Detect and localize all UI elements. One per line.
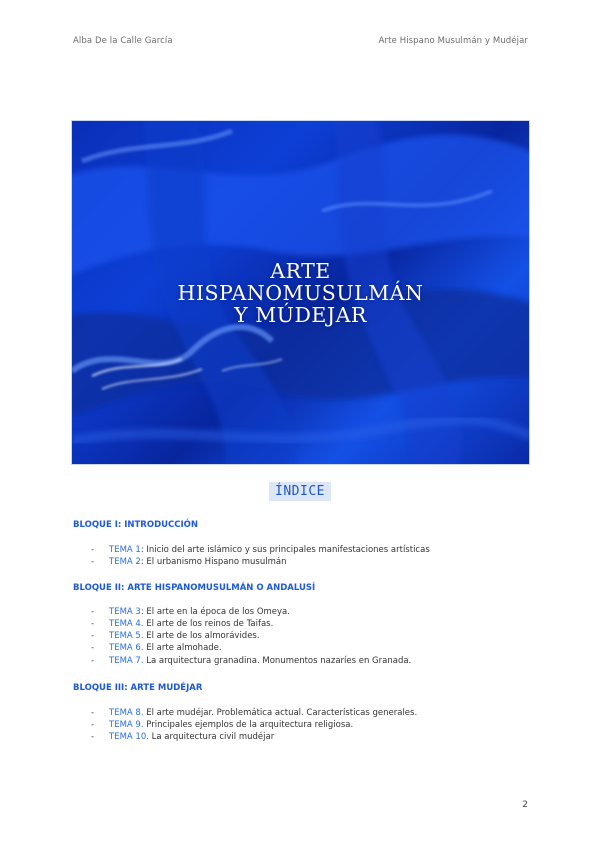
list-item <box>91 720 353 730</box>
cover-title-line-3: Y MÚDEJAR <box>234 303 367 327</box>
cover-title-line-2: HISPANOMUSULMÁN <box>177 281 424 305</box>
list-item <box>91 708 417 718</box>
topic-tag: TEMA 5. <box>109 631 144 641</box>
cover-title-line-1: ARTE <box>270 259 331 283</box>
topic-tag: TEMA 10. <box>109 732 149 742</box>
bullet-dash: - <box>91 557 95 567</box>
list-item <box>91 545 430 555</box>
topic-tag: TEMA 1 <box>109 545 141 555</box>
topic-text: : El urbanismo Hispano musulmán <box>140 557 287 567</box>
block-title: BLOQUE III: ARTE MUDÉJAR <box>73 683 203 693</box>
list-item <box>91 557 286 567</box>
topic-text: El arte de los almorávides. <box>143 631 260 641</box>
bullet-dash: - <box>91 631 95 641</box>
topic-text: La arquitectura granadina. Monumentos nazaríes en Granada. <box>143 656 412 666</box>
list-item <box>91 619 273 629</box>
index-heading <box>0 482 600 501</box>
topic-text: : Inicio del arte islámico y sus principales manifestaciones artísticas <box>140 545 430 555</box>
bullet-dash: - <box>91 656 95 666</box>
list-item <box>91 732 274 742</box>
list-item <box>91 643 222 653</box>
page-number: 2 <box>522 800 528 810</box>
topic-tag: TEMA 7. <box>109 656 144 666</box>
bullet-dash: - <box>91 708 95 718</box>
block-title: BLOQUE II: ARTE HISPANOMUSULMÁN O ANDALUSÍ <box>73 583 316 593</box>
topic-tag: TEMA 9. <box>109 720 144 730</box>
topic-tag: TEMA 8. <box>109 708 144 718</box>
bullet-dash: - <box>91 643 95 653</box>
bullet-dash: - <box>91 607 95 617</box>
topic-tag: TEMA 3 <box>109 607 141 617</box>
bullet-dash: - <box>91 720 95 730</box>
index-title: ÍNDICE <box>269 482 331 501</box>
topic-text: : El arte en la época de los Omeya. <box>140 607 290 617</box>
bullet-dash: - <box>91 619 95 629</box>
cover-title <box>72 260 529 326</box>
topic-tag: TEMA 2 <box>109 557 141 567</box>
bullet-dash: - <box>91 732 95 742</box>
topic-text: El arte de los reinos de Taifas. <box>143 619 274 629</box>
header-author: Alba De la Calle García <box>73 36 173 46</box>
topic-tag: TEMA 6. <box>109 643 144 653</box>
list-item <box>91 631 260 641</box>
cover-image <box>72 121 529 464</box>
list-item <box>91 607 290 617</box>
topic-text: La arquitectura civil mudéjar <box>148 732 275 742</box>
topic-text: El arte almohade. <box>143 643 222 653</box>
topic-text: El arte mudéjar. Problemática actual. Características generales. <box>143 708 418 718</box>
block-title: BLOQUE I: INTRODUCCIÓN <box>73 520 199 530</box>
list-item <box>91 656 411 666</box>
topic-text: Principales ejemplos de la arquitectura religiosa. <box>143 720 354 730</box>
header-subject: Arte Hispano Musulmán y Mudéjar <box>378 36 528 46</box>
bullet-dash: - <box>91 545 95 555</box>
topic-tag: TEMA 4. <box>109 619 144 629</box>
